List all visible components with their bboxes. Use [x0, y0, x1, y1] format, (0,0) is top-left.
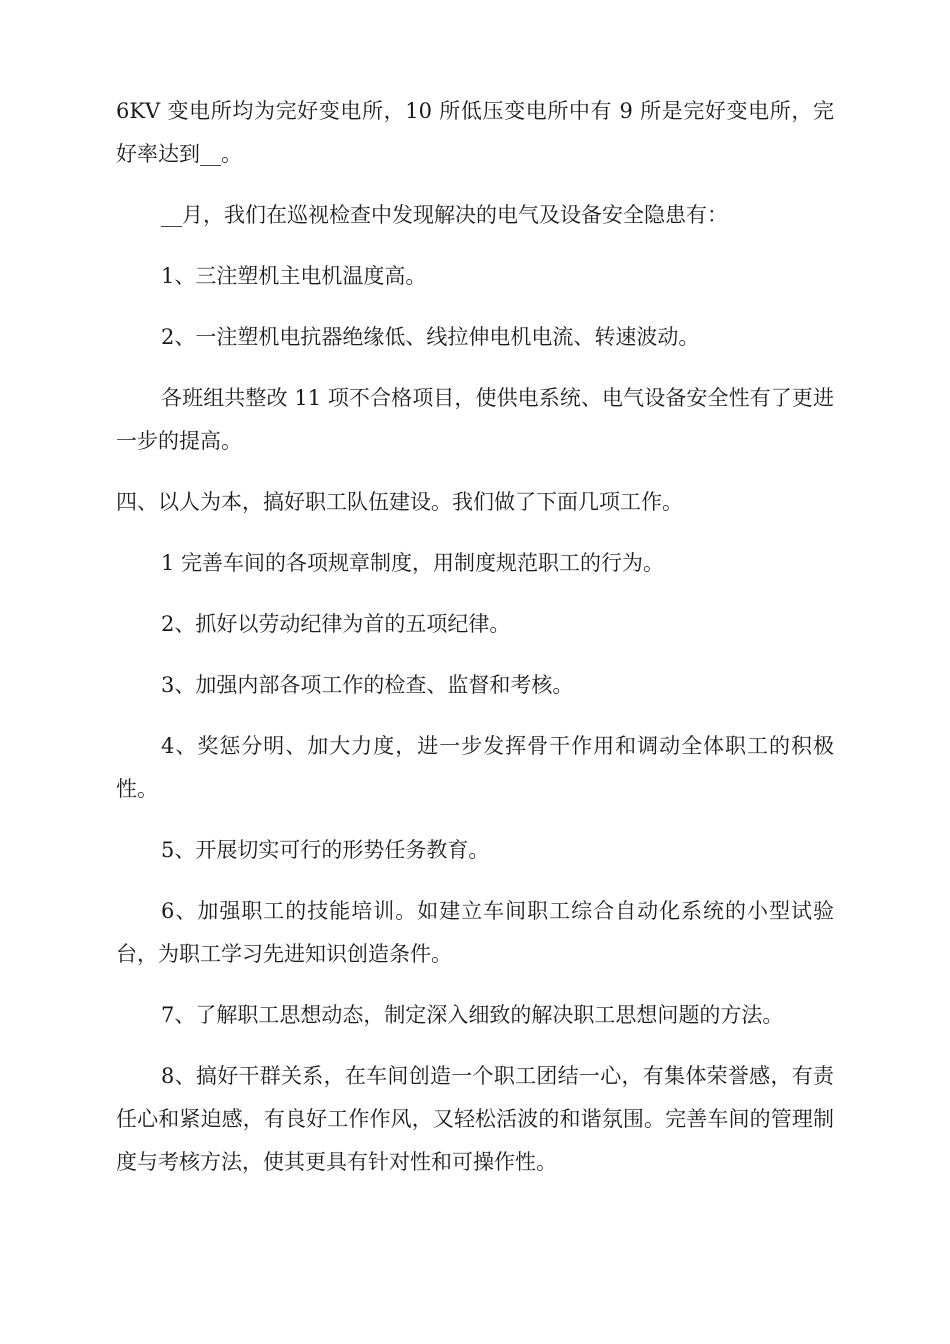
- paragraph-substation-status: 6KV 变电所均为完好变电所，10 所低压变电所中有 9 所是完好变电所，完好率达到__。: [116, 99, 834, 166]
- list-item-5: 5、开展切实可行的形势任务教育。: [161, 838, 490, 862]
- section-heading-team-building: 四、以人为本，搞好职工队伍建设。我们做了下面几项工作。: [116, 490, 683, 514]
- document-body: [116, 90, 834, 1202]
- paragraph-hazards-intro: __月，我们在巡视检查中发现解决的电气及设备安全隐患有：: [161, 203, 728, 227]
- paragraph-hazard-2: 2、一注塑机电抗器绝缘低、线拉伸电机电流、转速波动。: [161, 325, 700, 349]
- paragraph-hazard-1: 1、三注塑机主电机温度高。: [161, 264, 427, 288]
- paragraph-rectification: 各班组共整改 11 项不合格项目，使供电系统、电气设备安全性有了更进一步的提高。: [116, 386, 834, 453]
- list-item-1: 1 完善车间的各项规章制度，用制度规范职工的行为。: [161, 551, 665, 575]
- list-item-4: 4、奖惩分明、加大力度，进一步发挥骨干作用和调动全体职工的积极性。: [116, 734, 834, 801]
- list-item-3: 3、加强内部各项工作的检查、监督和考核。: [161, 673, 574, 697]
- list-item-8: 8、搞好干群关系，在车间创造一个职工团结一心，有集体荣誉感，有责任心和紧迫感，有良好工作作风，又轻松活波的和谐氛围。完善车间的管理制度与考核方法，使其更具有针对性和可操作性。: [116, 1064, 834, 1174]
- list-item-6: 6、加强职工的技能培训。如建立车间职工综合自动化系统的小型试验台，为职工学习先进知识创造条件。: [116, 899, 834, 966]
- list-item-7: 7、了解职工思想动态，制定深入细致的解决职工思想问题的方法。: [161, 1003, 784, 1027]
- list-item-2: 2、抓好以劳动纪律为首的五项纪律。: [161, 612, 511, 636]
